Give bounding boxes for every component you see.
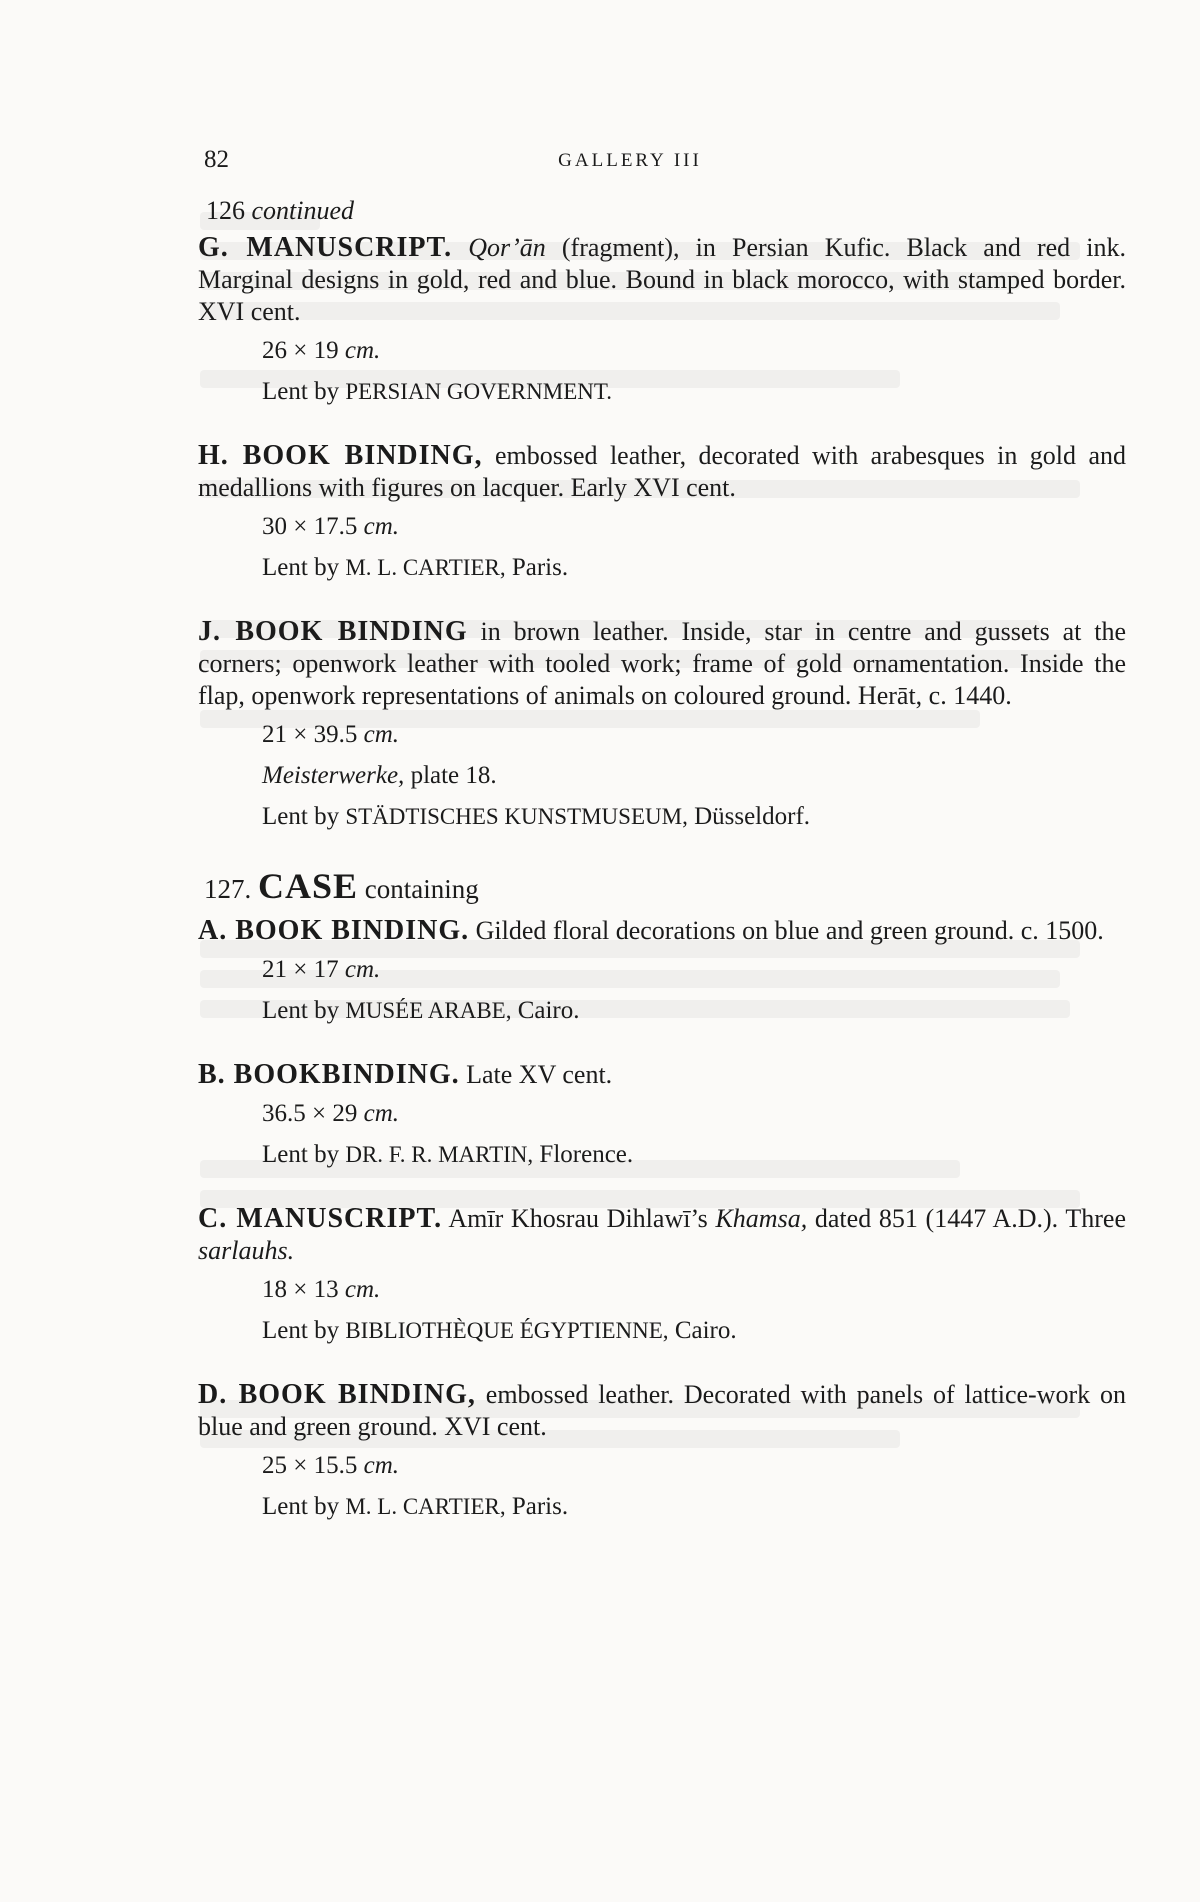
- page-number: 82: [204, 146, 229, 173]
- entry-dimensions: 21 × 39.5 cm.: [262, 721, 400, 748]
- entry-label: A. BOOK BINDING.: [198, 915, 470, 946]
- catalogue-entry: [198, 1203, 1126, 1349]
- entry-title: Khamsa,: [715, 1204, 808, 1233]
- entry-description: G. MANUSCRIPT. Qor’ān (fragment), in Persian Kufic. Black and red ink. Marginal designs in gold, red and blue. Bound in black morocco, with stamped border. XVI cent.: [198, 232, 1126, 326]
- entry-dimensions: 30 × 17.5 cm.: [262, 513, 400, 540]
- entry-label: G. MANUSCRIPT.: [198, 232, 453, 263]
- entry-label: B. BOOKBINDING.: [198, 1059, 460, 1090]
- catalogue-entry: [198, 915, 1126, 1029]
- page-body: [198, 196, 1126, 1555]
- entry-reference: Meisterwerke, plate 18.: [262, 762, 497, 789]
- entry-dimensions: 36.5 × 29 cm.: [262, 1100, 400, 1127]
- entry-dimensions: 21 × 17 cm.: [262, 956, 381, 983]
- catalogue-entry: [198, 1059, 1126, 1173]
- case-heading: 127. CASE containing: [204, 866, 479, 906]
- entry-description: H. BOOK BINDING, embossed leather, decorated with arabesques in gold and medallions with figures on lacquer. Early XVI cent.: [198, 440, 1126, 502]
- entry-label: C. MANUSCRIPT.: [198, 1203, 443, 1234]
- entry-description: J. BOOK BINDING in brown leather. Inside, star in centre and gussets at the corners; openwork leather with tooled work; frame of gold ornamentation. Inside the flap, openwork representations of animals on coloured ground. Herāt, c. 1440.: [198, 616, 1126, 710]
- entry-label: D. BOOK BINDING,: [198, 1379, 476, 1410]
- entry-dimensions: 25 × 15.5 cm.: [262, 1452, 400, 1479]
- entry-lender: Lent by DR. F. R. MARTIN, Florence.: [262, 1141, 634, 1168]
- entry-label: H. BOOK BINDING,: [198, 440, 483, 471]
- catalogue-entry: [198, 232, 1126, 410]
- entry-lender: Lent by MUSÉE ARABE, Cairo.: [262, 997, 580, 1024]
- catalogue-entry: [198, 440, 1126, 586]
- entry-lender: Lent by STÄDTISCHES KUNSTMUSEUM, Düsseldorf.: [262, 803, 811, 830]
- catalogue-entry: [198, 616, 1126, 835]
- page-header: [0, 146, 1200, 176]
- entry-description: D. BOOK BINDING, embossed leather. Decorated with panels of lattice-work on blue and green ground. XVI cent.: [198, 1379, 1126, 1441]
- entry-dimensions: 18 × 13 cm.: [262, 1276, 381, 1303]
- entry-lender: Lent by BIBLIOTHÈQUE ÉGYPTIENNE, Cairo.: [262, 1317, 737, 1344]
- entry-dimensions: 26 × 19 cm.: [262, 337, 381, 364]
- entry-title: Qor’ān: [468, 233, 546, 262]
- entry-description: A. BOOK BINDING. Gilded floral decorations on blue and green ground. c. 1500.: [198, 915, 1104, 946]
- catalogue-entry: [198, 1379, 1126, 1525]
- entry-label: J. BOOK BINDING: [198, 616, 468, 647]
- entry-description: C. MANUSCRIPT. Amīr Khosrau Dihlawī’s Khamsa, dated 851 (1447 A.D.). Three sarlauhs.: [198, 1203, 1126, 1265]
- entry-description: B. BOOKBINDING. Late XV cent.: [198, 1059, 613, 1090]
- continued-heading: 126 continued: [206, 196, 355, 225]
- entry-lender: Lent by M. L. CARTIER, Paris.: [262, 554, 569, 581]
- running-head: GALLERY III: [558, 150, 702, 171]
- entry-lender: Lent by PERSIAN GOVERNMENT.: [262, 378, 612, 405]
- entry-lender: Lent by M. L. CARTIER, Paris.: [262, 1493, 569, 1520]
